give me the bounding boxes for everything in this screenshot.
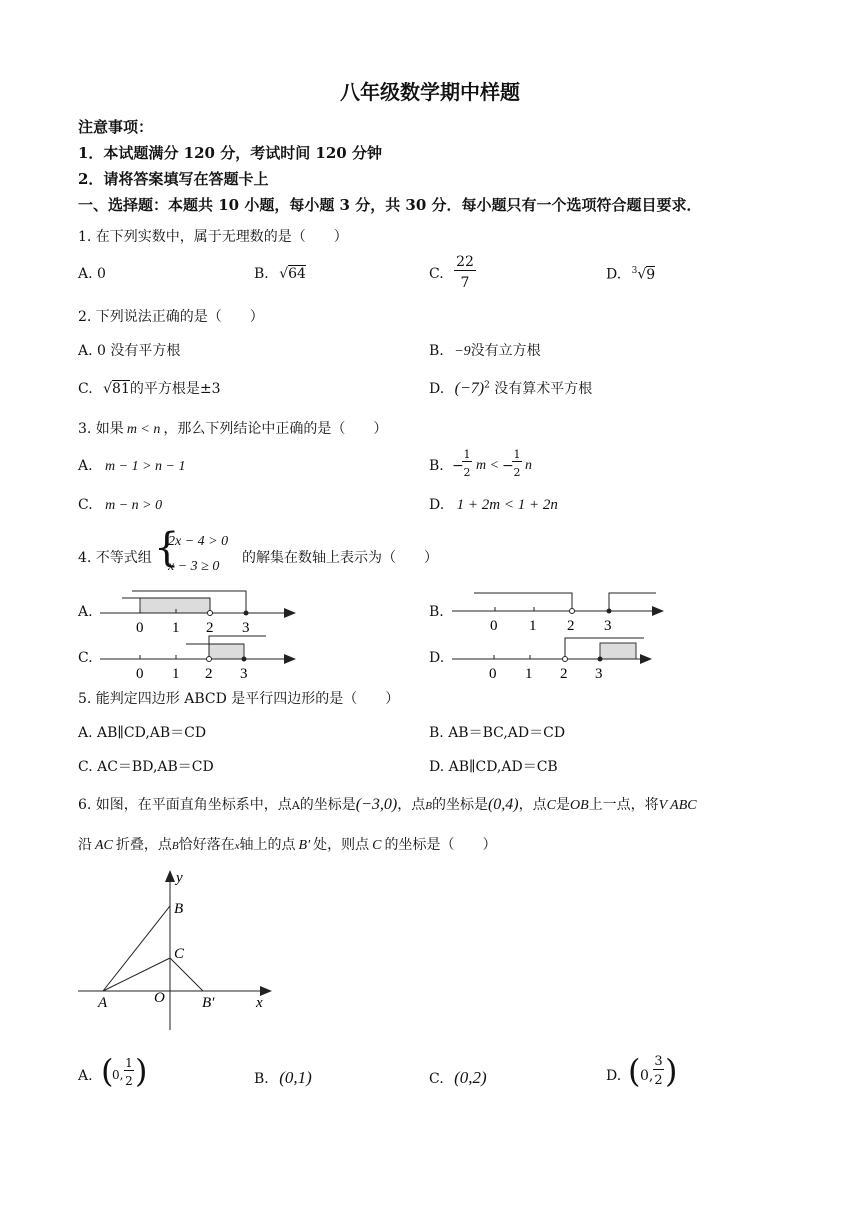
q2-option-a: A. 0 没有平方根	[78, 343, 181, 359]
q1-option-b	[254, 266, 306, 282]
shaded-region	[140, 598, 210, 613]
q6-text: 折叠，点	[115, 837, 172, 853]
q6-text: ，点	[397, 797, 426, 813]
q6-triangle: V ABC	[658, 798, 697, 813]
tick-label: 1	[172, 666, 180, 682]
q6-b-label: B.	[254, 1071, 269, 1087]
q3-b-var2: n	[525, 458, 532, 473]
q1-d-label: D.	[606, 266, 622, 283]
q1-c-denominator: 7	[460, 275, 470, 291]
q2-b-label: B.	[429, 343, 444, 359]
q1-b-radicand: 64	[288, 266, 306, 282]
q2-b-math: −9	[454, 344, 471, 359]
q4-c-label: C.	[78, 650, 93, 666]
axis-arrow	[652, 606, 664, 616]
q2-c-radicand: 81	[112, 381, 130, 397]
q3-b-sign2: −	[502, 458, 514, 474]
q1-d-index: 3	[631, 266, 638, 276]
open-dot	[208, 611, 213, 616]
q5-option-c: C. AC＝BD,AB＝CD	[78, 759, 214, 775]
paren-close: )	[665, 1052, 678, 1090]
q2-d-exp: 2	[484, 380, 490, 391]
q1-d-radicand: 9	[646, 266, 656, 283]
q6-coord-b: (0,4)	[487, 796, 519, 813]
segment-ac	[103, 958, 170, 991]
q3-d-label: D.	[429, 497, 445, 513]
q6-text: 的坐标是	[299, 797, 356, 813]
sqrt-sign: √	[103, 381, 113, 397]
bracket-line	[609, 593, 656, 611]
paren-open: (	[628, 1052, 641, 1090]
q6-text: 的坐标是（ ）	[384, 837, 497, 853]
number-line-a	[100, 591, 296, 636]
q6-point-b: B	[425, 800, 432, 812]
q6-segment-ob: OB	[569, 798, 589, 813]
q4-ineq-2: x − 3 ≥ 0	[168, 559, 220, 574]
q6-d-zero: 0,	[640, 1068, 654, 1084]
system-brace: {	[154, 525, 180, 571]
tick-label: 2	[206, 620, 214, 636]
tick-label: 1	[529, 618, 537, 634]
q6-stem-line-1	[78, 794, 697, 814]
q4-stem-post: 的解集在数轴上表示为（ ）	[242, 550, 438, 566]
q2-c-text: 的平方根是±3	[129, 381, 221, 397]
closed-dot	[242, 657, 247, 662]
q2-stem: 2. 下列说法正确的是（ ）	[78, 309, 264, 325]
q3-option-a	[78, 458, 185, 475]
q3-stem	[78, 418, 387, 438]
label-b: B	[174, 901, 184, 917]
q6-text: 轴上的点	[239, 837, 296, 853]
q3-b-den2: 2	[513, 466, 521, 479]
q2-d-text: 没有算术平方根	[494, 381, 593, 397]
q5-option-d: D. AB∥CD,AD＝CB	[429, 759, 558, 775]
label-c: C	[174, 946, 185, 962]
q6-point-a: A	[291, 799, 300, 812]
label-x: x	[256, 995, 263, 1011]
shaded-region	[209, 644, 244, 659]
tick-label: 3	[604, 618, 612, 634]
q3-option-d	[429, 497, 558, 514]
q6-c-label: C.	[429, 1071, 444, 1087]
q5-option-a: A. AB∥CD,AB＝CD	[78, 725, 207, 741]
q3-stem-math: m < n	[126, 422, 161, 437]
q4-stem-pre: 4. 不等式组	[78, 550, 152, 566]
q4-b-label: B.	[429, 604, 444, 620]
q4-d-label: D.	[429, 650, 445, 666]
label-a: A	[98, 995, 108, 1011]
notes-item-1: 1．本试题满分 120 分，考试时间 120 分钟	[78, 144, 382, 162]
tick-label: 1	[172, 620, 180, 636]
q3-a-math: m − 1 > n − 1	[105, 459, 186, 474]
q3-b-sign1: −	[452, 458, 464, 474]
q6-text: 沿	[78, 837, 92, 853]
q6-d-num: 3	[654, 1054, 663, 1069]
tick-label: 3	[595, 666, 603, 682]
q6-figure	[70, 866, 290, 1036]
q6-b-value: (0,1)	[279, 1068, 312, 1087]
q2-option-c	[78, 378, 221, 398]
q5-option-b: B. AB＝BC,AD＝CD	[429, 725, 566, 741]
page-title: 八年级数学期中样题	[340, 80, 520, 104]
triangle-abo	[103, 906, 170, 991]
segment-cb-prime	[170, 958, 203, 991]
q3-b-var1: m <	[476, 458, 500, 473]
tick-label: 3	[242, 620, 250, 636]
label-o: O	[154, 990, 165, 1006]
tick-label: 0	[136, 620, 144, 636]
label-y: y	[176, 870, 183, 886]
open-dot	[570, 609, 575, 614]
y-axis-arrow	[165, 870, 175, 882]
number-line-d	[452, 638, 652, 682]
q6-a-zero: 0,	[112, 1068, 124, 1082]
paren-close: )	[135, 1052, 148, 1090]
q1-c-label: C.	[429, 266, 444, 282]
q3-stem-post: ，那么下列结论中正确的是（ ）	[163, 421, 388, 437]
q2-d-label: D.	[429, 381, 445, 397]
q4-number-lines	[0, 580, 860, 690]
q3-c-math: m − n > 0	[105, 498, 163, 513]
q2-d-math: (−7)	[454, 380, 485, 397]
q6-text: 6. 如图，在平面直角坐标系中，点	[78, 797, 292, 813]
number-line-c	[100, 636, 296, 682]
q6-text: 是	[555, 797, 570, 813]
q3-option-c	[78, 497, 162, 514]
q3-c-label: C.	[78, 497, 93, 513]
q3-a-label: A.	[78, 458, 93, 474]
q6-d-den: 2	[654, 1073, 663, 1088]
tick-label: 1	[525, 666, 533, 682]
q3-b-num2: 1	[513, 448, 521, 461]
cbrt-sign: √	[637, 266, 647, 283]
q6-text: ，点	[518, 797, 547, 813]
q6-d-label: D.	[606, 1068, 622, 1084]
q6-a-num: 1	[125, 1056, 133, 1070]
q6-segment-ac: AC	[95, 838, 113, 853]
q6-text: 的坐标是	[431, 797, 488, 813]
sqrt-sign: √	[279, 266, 289, 282]
q2-option-d	[429, 378, 592, 398]
q3-d-math: 1 + 2m < 1 + 2n	[456, 497, 558, 513]
q1-b-label: B.	[254, 266, 269, 282]
shaded-region	[600, 643, 636, 659]
q5-stem: 5. 能判定四边形 ABCD 是平行四边形的是（ ）	[78, 691, 400, 707]
q6-point-b: B	[171, 840, 179, 852]
tick-label: 2	[205, 666, 213, 682]
axis-arrow	[640, 654, 652, 664]
q6-point-c: C	[372, 838, 382, 853]
q3-b-label: B.	[429, 458, 444, 474]
q3-b-num1: 1	[463, 448, 471, 461]
tick-label: 0	[490, 618, 498, 634]
tick-label: 3	[240, 666, 248, 682]
tick-label: 2	[560, 666, 568, 682]
q2-b-text: 没有立方根	[470, 343, 541, 359]
q6-text: 上一点，将	[588, 797, 659, 813]
q1-option-a: A. 0	[78, 266, 106, 282]
q2-option-b	[429, 340, 541, 360]
q1-c-numerator: 22	[454, 254, 476, 271]
q6-x-var: x	[234, 840, 240, 852]
q6-point-c: C	[546, 798, 556, 813]
q2-c-label: C.	[78, 381, 93, 397]
open-dot	[563, 657, 568, 662]
q3-stem-pre: 3. 如果	[78, 421, 124, 437]
q3-b-den1: 2	[463, 466, 471, 479]
notes-heading: 注意事项：	[78, 118, 154, 136]
tick-label: 0	[489, 666, 497, 682]
tick-label: 0	[136, 666, 144, 682]
number-line-b	[452, 593, 664, 634]
tick-label: 2	[567, 618, 575, 634]
axis-arrow	[284, 608, 296, 618]
q1-option-d	[606, 266, 655, 283]
q6-text: 处，则点	[313, 837, 370, 853]
bracket-line	[474, 593, 572, 611]
open-dot	[207, 657, 212, 662]
q6-option-b	[254, 1068, 312, 1088]
q4-a-label: A.	[78, 604, 93, 620]
q6-stem-line-2	[78, 834, 496, 854]
notes-item-2: 2．请将答案填写在答题卡上	[78, 170, 269, 188]
section-heading: 一、选择题：本题共 10 小题，每小题 3 分，共 30 分．每小题只有一个选项符合题目要求．	[78, 196, 702, 214]
q6-point-b-prime: B′	[298, 838, 311, 853]
q6-a-label: A.	[78, 1068, 93, 1084]
q6-coord-a: (−3,0)	[355, 796, 398, 813]
q6-c-value: (0,2)	[454, 1068, 487, 1087]
q6-option-c	[429, 1068, 487, 1088]
closed-dot	[607, 609, 612, 614]
q1-stem: 1. 在下列实数中，属于无理数的是（ ）	[78, 229, 348, 245]
axis-arrow	[284, 654, 296, 664]
closed-dot	[598, 657, 603, 662]
paren-open: (	[101, 1052, 114, 1090]
q4-ineq-1: 2x − 4 > 0	[168, 534, 229, 549]
label-b-prime: B′	[202, 995, 215, 1011]
q6-text: 恰好落在	[178, 837, 235, 853]
closed-dot	[244, 611, 249, 616]
q6-a-den: 2	[125, 1074, 133, 1088]
